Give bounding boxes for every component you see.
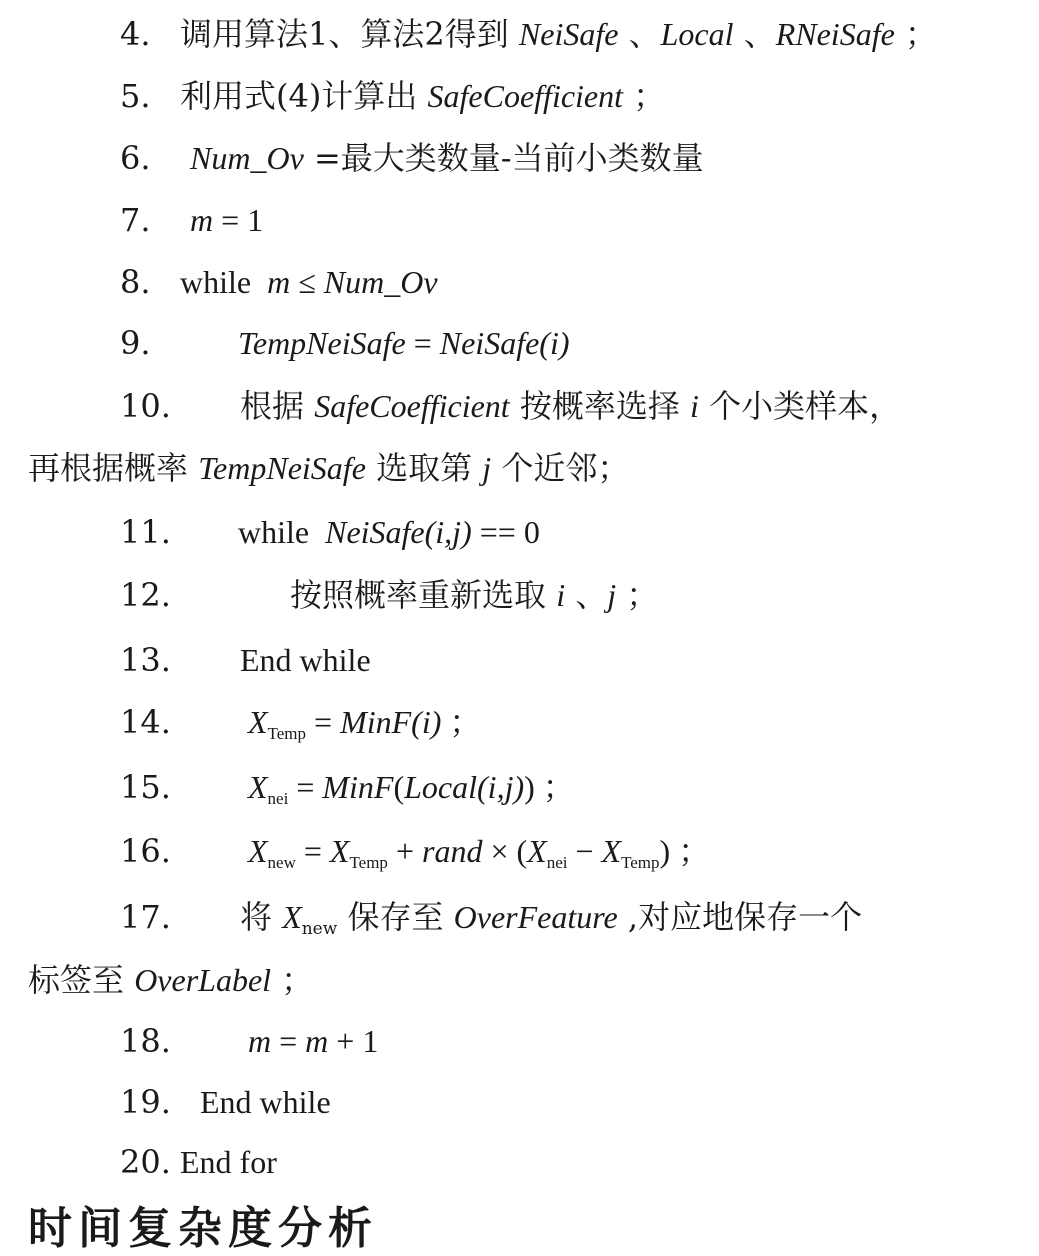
keyword-end-while: End while	[200, 1084, 331, 1120]
keyword-end-for: End for	[180, 1144, 277, 1180]
step-number: 16.	[120, 832, 171, 870]
step-text: 调用算法1、算法2得到 NeiSafe 、Local 、RNeiSafe ；	[180, 15, 937, 53]
step-number: 8.	[120, 263, 151, 301]
step-number: 19.	[120, 1083, 171, 1121]
step-number: 5.	[120, 77, 151, 115]
step-text: $X_{Temp}$ = MinF(i) ；	[248, 704, 482, 743]
step-text: 根据 SafeCoefficient 按概率选择 i 个小类样本，	[240, 387, 902, 425]
step-number: 18.	[120, 1022, 171, 1060]
step-number: 4.	[120, 15, 151, 53]
algorithm-step-17-continuation: 标签至 OverLabel ；	[28, 961, 314, 999]
step-text: while NeiSafe(i,j) == 0	[238, 514, 540, 550]
step-text: $X_{nei}$ = MinF(Local(i,j)) ；	[248, 769, 575, 808]
step-number: 13.	[120, 641, 171, 679]
step-number: 7.	[120, 201, 151, 239]
step-number: 10.	[120, 387, 171, 425]
step-number: 20.	[120, 1143, 171, 1181]
step-number: 15.	[120, 768, 171, 806]
step-number: 12.	[120, 576, 171, 614]
step-text: TempNeiSafe = NeiSafe(i)	[238, 325, 570, 361]
keyword-while: while	[238, 514, 310, 550]
step-text: m = 1	[190, 202, 264, 238]
keyword-end-while: End while	[240, 642, 371, 678]
step-number: 14.	[120, 703, 171, 741]
step-text: 将 $X_{new}$ 保存至 OverFeature ,对应地保存一个	[240, 898, 863, 939]
step-number: 9.	[120, 324, 151, 362]
keyword-while: while	[180, 264, 252, 300]
step-number: 11.	[120, 513, 171, 551]
step-number: 6.	[120, 139, 151, 177]
step-number: 17.	[120, 898, 171, 936]
step-text: 按照概率重新选取 i 、j ；	[290, 576, 659, 614]
step-text: Num_Ov =最大类数量-当前小类数量	[190, 139, 704, 177]
step-text: $X_{new} = X_{Temp}$ + rand × $(X_{nei} - X_{Temp})$ ；	[248, 833, 711, 872]
step-text: while m ≤ Num_Ov	[180, 264, 438, 300]
algorithm-step-10-continuation: 再根据概率 TempNeiSafe 选取第 j 个近邻；	[28, 449, 630, 487]
step-text: m = m + 1	[248, 1023, 379, 1059]
step-text: 利用式(4)计算出 SafeCoefficient ；	[180, 77, 666, 115]
next-section-heading: 时间复杂度分析	[28, 1203, 378, 1254]
